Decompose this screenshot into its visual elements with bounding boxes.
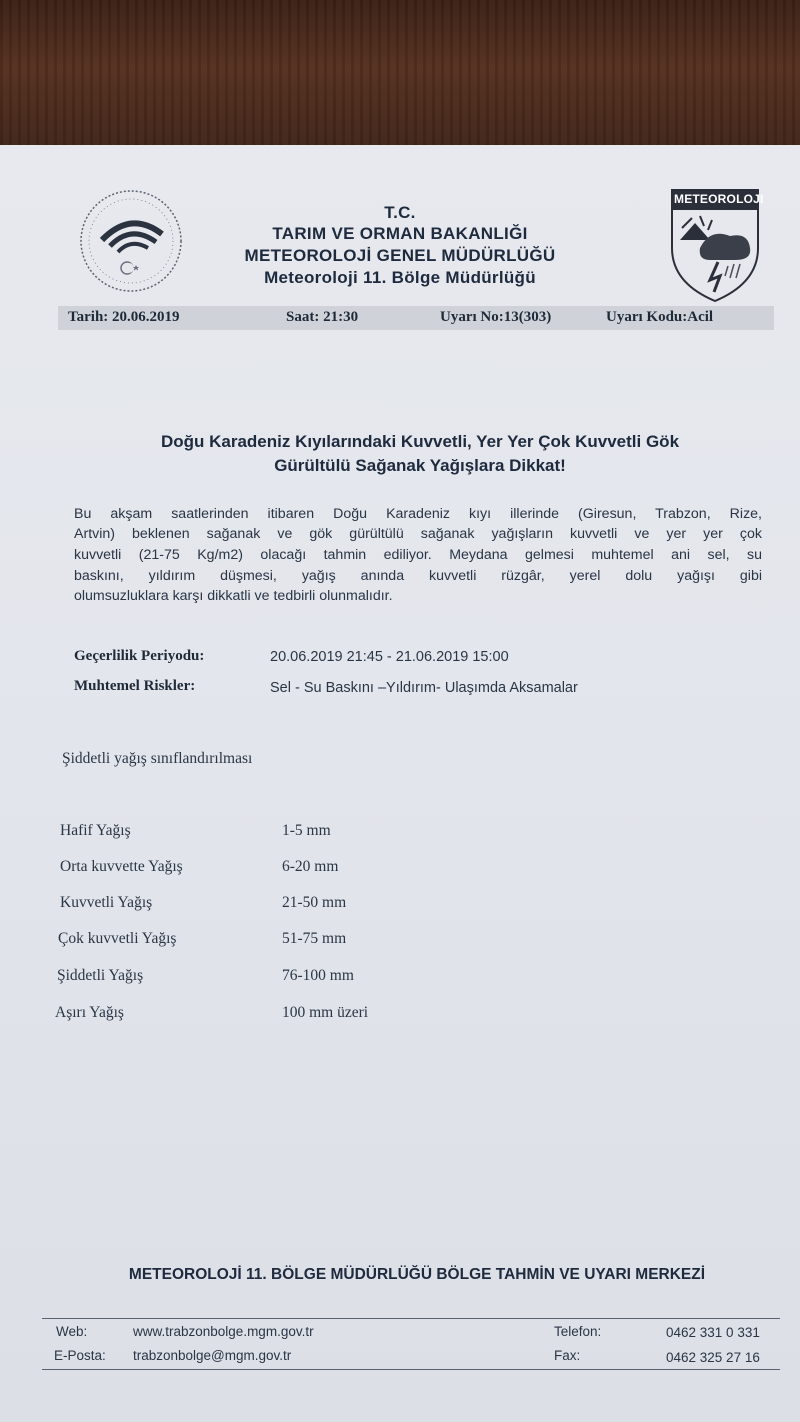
warning-title-line-1: Doğu Karadeniz Kıyılarındaki Kuvvetli, Yer Yer Çok Kuvvetli Gök <box>160 432 680 451</box>
body-line: Artvin) beklenen sağanak ve gök gürültülü sağanak yağışların kuvvetli ve yer yer çok <box>74 526 762 542</box>
classification-name: Çok kuvvetli Yağış <box>58 930 177 947</box>
risks-label: Muhtemel Riskler: <box>74 678 196 694</box>
footer-phone-label: Telefon: <box>554 1324 602 1339</box>
footer-web-link[interactable]: www.trabzonbolge.mgm.gov.tr <box>133 1324 314 1339</box>
classification-name: Aşırı Yağış <box>55 1004 124 1021</box>
footer-title: METEOROLOJİ 11. BÖLGE MÜDÜRLÜĞÜ BÖLGE TAHMİN VE UYARI MERKEZİ <box>128 1266 706 1283</box>
footer-email-link[interactable]: trabzonbolge@mgm.gov.tr <box>133 1348 292 1363</box>
footer-phone-value: 0462 331 0 331 <box>666 1325 760 1340</box>
header-directorate: METEOROLOJİ GENEL MÜDÜRLÜĞÜ <box>244 246 556 265</box>
classification-name: Kuvvetli Yağış <box>60 894 153 911</box>
classification-value: 1-5 mm <box>282 822 331 839</box>
header-regional: Meteoroloji 11. Bölge Müdürlüğü <box>264 268 536 287</box>
validity-label: Geçerlilik Periyodu: <box>74 648 205 664</box>
classification-value: 6-20 mm <box>282 858 339 875</box>
risks-value: Sel - Su Baskını –Yıldırım- Ulaşımda Aksamalar <box>270 680 578 696</box>
body-line: baskını, yıldırım düşmesi, yağış anında kuvvetli rüzgâr, yerel dolu yağışı gibi <box>74 568 762 584</box>
footer-fax-label: Fax: <box>554 1348 581 1363</box>
validity-value: 20.06.2019 21:45 - 21.06.2019 15:00 <box>270 649 509 665</box>
header-ministry: TARIM VE ORMAN BAKANLIĞI <box>272 224 528 243</box>
meta-warning-code: Uyarı Kodu:Acil <box>606 309 714 325</box>
meta-date: Tarih: 20.06.2019 <box>68 309 180 325</box>
meteorology-logo <box>670 188 764 303</box>
classification-name: Hafif Yağış <box>60 822 131 839</box>
warning-document <box>0 145 800 1422</box>
meta-warning-no: Uyarı No:13(303) <box>440 309 552 325</box>
classification-name: Orta kuvvette Yağış <box>60 858 183 875</box>
meteorology-logo-text: METEOROLOJI <box>674 192 764 206</box>
classification-value: 76-100 mm <box>282 967 354 984</box>
footer-email-label: E-Posta: <box>54 1348 106 1363</box>
classification-title: Şiddetli yağış sınıflandırılması <box>62 750 253 767</box>
meta-time: Saat: 21:30 <box>286 309 359 325</box>
footer-web-label: Web: <box>56 1324 88 1339</box>
header-tc: T.C. <box>384 203 416 222</box>
wooden-desk-background <box>0 0 800 150</box>
warning-title-line-2: Gürültülü Sağanak Yağışlara Dikkat! <box>274 456 566 475</box>
classification-value: 51-75 mm <box>282 930 347 947</box>
footer-fax-value: 0462 325 27 16 <box>666 1350 760 1365</box>
body-line: kuvvetli (21-75 Kg/m2) olacağı tahmin ediliyor. Meydana gelmesi muhtemel ani sel, su <box>74 547 762 563</box>
classification-value: 21-50 mm <box>282 894 347 911</box>
body-line: Bu akşam saatlerinden itibaren Doğu Karadeniz kıyı illerinde (Giresun, Trabzon, Rize, <box>74 506 762 522</box>
body-line: olumsuzluklara karşı dikkatli ve tedbirli olunmalıdır. <box>74 588 393 604</box>
classification-value: 100 mm üzeri <box>282 1004 369 1021</box>
footer-bottom-rule <box>42 1369 780 1370</box>
classification-name: Şiddetli Yağış <box>57 967 144 984</box>
footer-top-rule <box>42 1318 780 1319</box>
